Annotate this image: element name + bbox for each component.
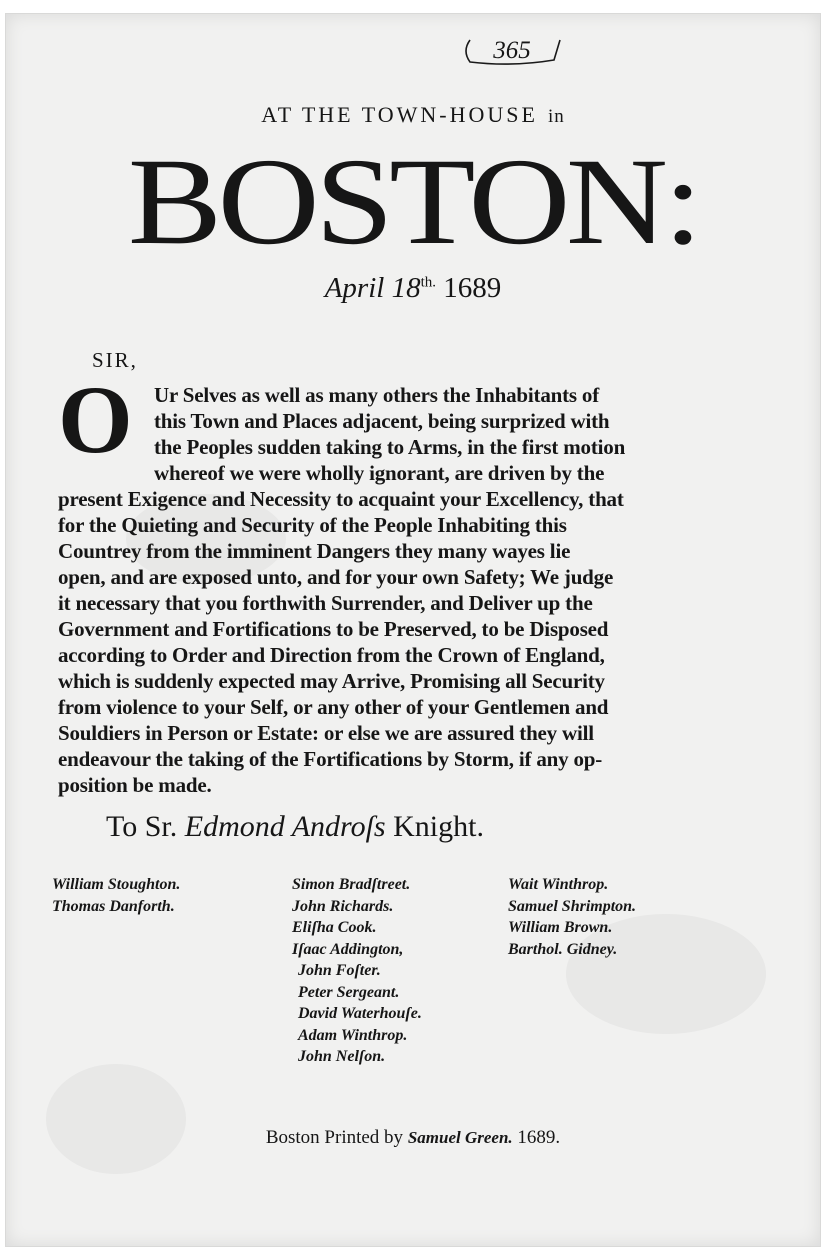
body-line: which is suddenly expected may Arrive, Promising all Security — [58, 669, 605, 693]
imprint-printer: Samuel Green. — [407, 1128, 513, 1147]
body-line: the Peoples sudden taking to Arms, in the first motion — [154, 435, 626, 459]
body-line: present Exigence and Necessity to acquaint your Excellency, that — [58, 487, 624, 511]
addressee-name: Edmond Androſs — [184, 810, 386, 843]
body-line: it necessary that you forthwith Surrender, and Deliver up the — [58, 591, 593, 615]
imprint-line — [6, 1127, 820, 1149]
body-line: from violence to your Self, or any other of your Gentlemen and — [58, 695, 609, 719]
body-line: Ur Selves as well as many others the Inhabitants of — [154, 383, 600, 407]
date-year: 1689 — [443, 272, 502, 304]
signatory-name: Barthol. Gidney. — [508, 940, 618, 958]
signatory-name: William Stoughton. — [52, 876, 181, 893]
signatory-name: Iſaac Addington, — [292, 940, 404, 958]
body-line: position be made. — [58, 773, 212, 797]
imprint-prefix: Boston Printed by — [265, 1127, 404, 1148]
date-superscript: th. — [420, 274, 437, 291]
signatory-name: John Nelſon. — [298, 1048, 386, 1065]
signatory-name: Simon Bradſtreet. — [292, 876, 411, 893]
signatory-column-3 — [508, 874, 636, 960]
body-line: Government and Fortifications to be Preserved, to be Disposed — [58, 617, 609, 641]
date-line — [6, 272, 820, 305]
addressee-title: Knight. — [393, 810, 484, 843]
body-line: whereof we were wholly ignorant, are driven by the — [154, 461, 605, 485]
body-line: open, and are exposed unto, and for your own Safety; We judge — [58, 565, 614, 589]
body-line: according to Order and Direction from the Crown of England, — [58, 643, 605, 667]
signatory-name: John Foſter. — [298, 962, 381, 979]
signatory-name: William Brown. — [508, 919, 613, 936]
signatory-column-2 — [292, 874, 422, 1068]
signatory-name: Adam Winthrop. — [298, 1026, 408, 1044]
body-line: Souldiers in Person or Estate: or else we are assured they will — [58, 721, 594, 745]
heading-in: in — [547, 106, 565, 127]
broadside-page — [6, 14, 820, 1246]
signatory-name: Peter Sergeant. — [298, 983, 400, 1001]
heading-line — [6, 102, 820, 128]
signatory-name: Eliſha Cook. — [292, 919, 377, 936]
page-number: 365 — [462, 34, 562, 68]
imprint-year: 1689. — [517, 1127, 561, 1148]
addressee-line — [106, 810, 484, 844]
addressee-prefix: To Sr. — [106, 810, 178, 843]
signatory-name: David Waterhouſe. — [298, 1005, 422, 1022]
salutation: SIR, — [92, 348, 138, 372]
city-title: BOSTON: — [127, 133, 699, 270]
drop-cap: O — [58, 366, 133, 473]
body-line: this Town and Places adjacent, being surprized with — [154, 409, 610, 433]
signatory-name: Wait Winthrop. — [508, 876, 609, 893]
signatory-name: John Richards. — [292, 897, 394, 915]
heading-text: AT THE TOWN-HOUSE — [261, 102, 538, 127]
signatory-column-1 — [52, 874, 180, 917]
body-line: for the Quieting and Security of the People Inhabiting this — [58, 513, 567, 537]
signatory-name: Samuel Shrimpton. — [508, 897, 637, 915]
body-line: Countrey from the imminent Dangers they many wayes lie — [58, 539, 571, 563]
signatory-name: Thomas Danforth. — [52, 897, 175, 915]
body-line: endeavour the taking of the Fortifications by Storm, if any op- — [58, 747, 603, 771]
date-month-day: April 18 — [324, 272, 421, 304]
